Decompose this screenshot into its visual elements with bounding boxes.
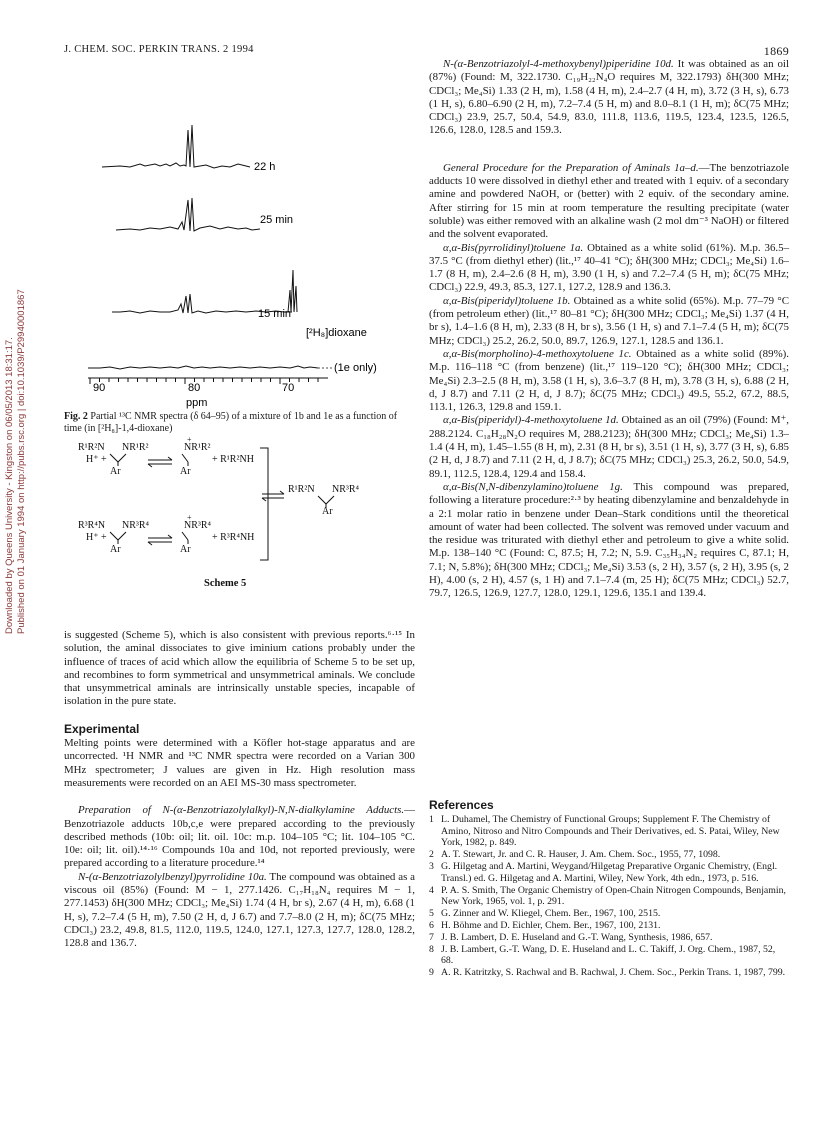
scheme-title: Scheme 5 [204,578,247,589]
tick-label-70: 70 [282,382,295,394]
reference-number: 2 [429,849,434,861]
compound-1g-text: This compound was prepared, following a literature procedure:²·³ by heating dibenzylamine and benzaldehyde in a 2:1 molar ratio in benzene under Dean–Stark conditions until the theoretical amount of water had been collected. The solvent was removed under vacuum and the residue was triturated with diethyl ether and petroleum to give a white solid. M.p. 138–140 °C (Found: C, 87.5; H, 7.2; N, 5.9. C₃₅H₃₄N₂ requires C, 87.1; H, 7.1; N, 5.8%); δH(300 MHz; CDCl₃; Me₄Si) 3.53 (s, 2 H), 3.57 (s, 2 H), 3.95 (s, 2 H), 4.00 (s, 2 H), 4.57 (s, 1 H) and 7.1–7.4 (m, 25 H); δC(75 MHz; CDCl₃) 52.7, 79.7, 126.5, 126.9, 127.7, 128.0, 129.1, 129.6, 135.1 and 139.4. [429,480,789,600]
preparation-paragraph [64,804,415,870]
svg-text:Ar: Ar [110,466,121,477]
compound-1d-text: Obtained as an oil (79%) (Found: M⁺, 288.2124. C₁₈H₂₈N₂O requires M, 288.2123); δH(300 MHz; CDCl₃; Me₄Si) 1.3–1.4 (4 H, m), 1.45–1.55 (8 H, m), 2.31 (8 H, br s), 3.51 (1 H, s), 3.77 (3 H, s), 6.85 (2 H, d, J 8.7) and 7.11 (2 H, d, J 8.7); δC(75 MHz; CDCl₃) 25.3, 26.2, 50.0, 54.9, 89.1, 112.5, 128.4, 129.4 and 158.4. [429,414,789,480]
svg-text:+: + [187,513,192,522]
svg-text:+ R¹R²NH: + R¹R²NH [212,454,254,465]
download-line: Downloaded by Queens University - Kingston on 06/05/2013 18:31:17. [4,337,15,634]
compound-10d-paragraph [429,58,789,138]
reference-item [429,885,789,909]
reference-text: J. B. Lambert, D. E. Huseland and G.-T. Wang, Synthesis, 1986, 657. [441,931,713,943]
reference-number: 7 [429,931,434,943]
tick-label-80: 80 [188,382,201,394]
references-section [429,800,789,979]
reference-text: J. B. Lambert, G.-T. Wang, D. E. Huseland and L. C. Takiff, J. Org. Chem., 1987, 52, 68. [441,943,776,967]
reference-item [429,849,789,861]
svg-text:H⁺ +: H⁺ + [86,532,107,543]
references-heading: References [429,798,494,812]
reference-text: P. A. S. Smith, The Organic Chemistry of Open-Chain Nitrogen Compounds, Benjamin, New York, 1965, vol. 1, p. 291. [441,884,786,908]
label-1e-only: (1e only) [334,362,377,374]
compound-10d-text: It was obtained as an oil (87%) (Found: M, 322.1730. C₁₉H₂₂N₄O requires M, 322.1793) δH(300 MHz; CDCl₃; Me₄Si) 1.33 (2 H, m), 1.58 (4 H, m), 2.4–2.7 (4 H, m), 3.72 (3 H, s), 6.73 (1 H, s), 6.80–6.90 (2 H, m), 7.2–7.4 (5 H, m) and 8.0–8.1 (1 H, m); δC(75 MHz; CDCl₃) 23.9, 25.7, 50.4, 54.9, 83.0, 111.8, 113.6, 119.5, 123.4, 123.5, 126.5, 126.6, 128.0, 128.5 and 159.3. [429,58,789,137]
compound-1b-text: Obtained as a white solid (65%). M.p. 77–79 °C (from petroleum ether) (lit.,¹⁷ 80–81 °C); δH(300 MHz; CDCl₃; Me₄Si) 1.37 (4 H, br s), 1.4–1.6 (8 H, m), 2.33 (8 H, br s), 3.56 (1 H, s) and 7.1–7.4 (5 H, m); δC(75 MHz; CDCl₃) 25.2, 26.2, 50.0, 89.7, 126.9, 127.1, 128.5 and 136.1. [429,294,789,347]
reference-number: 8 [429,943,434,955]
general-procedure-text: —The benzotriazole adducts 10 were dissolved in diethyl ether and treated with 1 equiv. of a secondary amine and powdered NaOH, or (better) with 2 equiv. of the secondary amine. After stirring for 15 min at room temperature the resulting precipitate (water soluble) was either removed with an alkaline wash (2 mol dm⁻³ NaOH) or filtered and the solvent evaporated. [429,161,790,241]
figure-caption-label: Fig. 2 [64,411,88,422]
svg-text:NR³R⁴: NR³R⁴ [184,520,212,531]
running-header: J. CHEM. SOC. PERKIN TRANS. 2 1994 [64,44,254,55]
reference-item [429,932,789,944]
experimental-heading: Experimental [64,721,140,736]
references-list [429,814,789,979]
dioxane-peak [288,270,297,312]
compound-10d-name: N-(α-Benzotriazolyl-4-methoxybenyl)piperidine 10d. [443,58,674,70]
reference-item [429,908,789,920]
spectrum-22h [102,125,250,168]
svg-text:R³R⁴N: R³R⁴N [78,520,106,531]
download-stamp [4,260,27,640]
page-number: 1869 [763,44,789,58]
figure-caption [64,411,416,435]
reference-number: 9 [429,967,434,979]
svg-text:Ar: Ar [322,506,333,517]
reference-item [429,814,789,849]
reference-item [429,944,789,968]
label-22h: 22 h [254,161,276,173]
compound-1d-paragraph [429,414,789,480]
compound-1a-text: Obtained as a white solid (61%). M.p. 36.5–37.5 °C (from diethyl ether) (lit.,¹⁷ 40–41 °C); δH(300 MHz; CDCl₃; Me₄Si) 1.6–1.7 (8 H, m), 2.4–2.6 (8 H, m), 3.90 (1 H, s) and 7.2–7.4 (5 H, m); δC(75 MHz; CDCl₃) 22.9, 49.3, 85.3, 127.1, 127.2, 128.9 and 136.3. [429,241,790,294]
svg-text:NR³R⁴: NR³R⁴ [332,484,360,495]
discussion-paragraph: is suggested (Scheme 5), which is also consistent with previous reports.⁶·¹⁵ In solution, the aminal dissociates to give iminium cations probably under the influence of traces of acid which allow the equilibria of Scheme 5 to be set up, and recombines to form symmetrical and unsymmetrical aminals. We conclude that unsymmetrical aminals are intrinsically unstable species, incapable of isolation in the pure state. [64,629,415,708]
axis-title-ppm: ppm [186,397,208,409]
compound-1b-paragraph [429,295,789,348]
experimental-paragraph: Melting points were determined with a Köfler hot-stage apparatus and are uncorrected. ¹H NMR and ¹³C NMR spectra were recorded on a Varian 300 MHz spectrometer; J values are given in Hz. High resolution mass measurements were recorded on an AEI MS-30 mass spectrometer. [64,737,415,789]
reference-item [429,861,789,885]
tick-label-90: 90 [93,382,106,394]
right-column [429,44,789,601]
nmr-spectra-figure [60,90,420,430]
reference-text: L. Duhamel, The Chemistry of Functional Groups; Supplement F. The Chemistry of Amino, Nitroso and Nitro Compounds and Their Derivatives, ed. S. Patai, Wiley, New York, 1982, p. 849. [441,813,780,849]
reference-number: 1 [429,813,434,825]
svg-text:NR³R⁴: NR³R⁴ [122,520,150,531]
compound-10a-paragraph [64,871,415,951]
reference-number: 4 [429,884,434,896]
svg-text:Ar: Ar [110,544,121,555]
reference-item [429,920,789,932]
preparation-title: Preparation of N-(α-Benzotriazolylalkyl)-N,N-dialkylamine Adducts. [78,804,405,817]
reference-text: H. Böhme and D. Eichler, Chem. Ber., 1967, 100, 2131. [441,919,661,931]
compound-1a-paragraph [429,242,789,295]
svg-text:R¹R²N: R¹R²N [288,484,315,495]
label-15min: 15 min [258,308,292,320]
compound-1b-name: α,α-Bis(piperidyl)toluene 1b. [443,294,571,307]
compound-10a-text: The compound was obtained as a viscous oil (85%) (Found: M − 1, 277.1426. C₁₇H₁₈N₄ requires M − 1, 277.1453) δH(300 MHz; CDCl₃; Me₄Si) 1.74 (4 H, br s), 2.67 (4 H, m), 6.68 (1 H, s), 7.2–7.4 (5 H, m), 7.50 (2 H, d, J 6.7) and 7.7–8.0 (2 H, m); δC(75 MHz; CDCl₃) 23.2, 49.8, 81.5, 112.0, 119.5, 124.0, 127.1, 127.3, 127.7, 128.0, 128.2, 128.8 and 136.7. [64,870,416,950]
spectrum-1e [88,366,318,369]
preparation-text: —Benzotriazole adducts 10b,c,e were prepared according to the previously described methods (10b: oil; lit. oil. 10c: m.p. 104–105 °C; lit. 104–105 °C. 10e: oil; lit. oil).¹⁴·¹⁶ Compounds 10a and 10d, not reported previously, were prepared according to a literature procedure.¹⁴ [64,804,415,870]
svg-text:Ar: Ar [180,544,191,555]
svg-text:NR¹R²: NR¹R² [184,442,211,453]
compound-1c-text: Obtained as a white solid (89%). M.p. 116–118 °C (from benzene) (lit.,¹⁷ 119–120 °C); δH(300 MHz; CDCl₃; Me₄Si) 2.3–2.5 (8 H, m), 3.58 (1 H, s), 3.6–3.7 (8 H, m), 3.78 (3 H, s), 6.88 (2 H, d, J 8.7) and 7.11 (2 H, d, J 8.7); δC(75 MHz; CDCl₃) 49.5, 55.2, 67.2, 88.5, 113.1, 126.3, 129.8 and 159.1. [429,347,789,414]
svg-text:+: + [187,436,192,444]
compound-1c-paragraph [429,348,789,414]
reactant-r1r2n: R¹R²N [78,442,105,453]
spectrum-25min [116,198,260,231]
scheme-5-diagram [64,436,416,616]
compound-10a-name: N-(α-Benzotriazolylbenzyl)pyrrolidine 10a. [78,870,267,883]
compound-1g-name: α,α-Bis(N,N-dibenzylamino)toluene 1g. [443,480,623,493]
svg-text:H⁺ +: H⁺ + [86,454,107,465]
reference-item [429,967,789,979]
reference-number: 6 [429,919,434,931]
svg-text:Ar: Ar [180,466,191,477]
reference-text: A. R. Katritzky, S. Rachwal and B. Rachwal, J. Chem. Soc., Perkin Trans. 1, 1987, 799. [441,967,786,979]
reference-text: G. Hilgetag and A. Martini, Weygand/Hilgetag Preparative Organic Chemistry, (Engl. Transl.) ed. G. Hilgetag and A. Martini, Wiley, New York, 4th edn., 1973, p. 516. [441,860,778,884]
left-column [64,629,415,951]
compound-1a-name: α,α-Bis(pyrrolidinyl)toluene 1a. [443,241,584,254]
figure-caption-text: Partial ¹³C NMR spectra (δ 64–95) of a mixture of 1b and 1e as a function of time (in [²H₈]-1,4-dioxane) [64,411,398,434]
compound-1c-name: α,α-Bis(morpholino)-4-methoxytoluene 1c. [443,347,632,360]
reference-text: G. Zinner and W. Kliegel, Chem. Ber., 1967, 100, 2515. [441,908,661,920]
compound-1g-paragraph [429,481,789,601]
svg-text:+ R³R⁴NH: + R³R⁴NH [212,532,255,543]
reference-number: 3 [429,860,434,872]
svg-text:NR¹R²: NR¹R² [122,442,149,453]
doi-link[interactable]: Published on 01 January 1994 on http://pubs.rsc.org | doi:10.1039/P29940001867 [16,289,27,634]
general-procedure-paragraph [429,162,789,242]
label-dioxane: [²H₈]dioxane [306,327,367,339]
reference-number: 5 [429,908,434,920]
reference-text: A. T. Stewart, Jr. and C. R. Hauser, J. Am. Chem. Soc., 1955, 77, 1098. [441,849,721,861]
compound-1d-name: α,α-Bis(piperidyl)-4-methoxytoluene 1d. [443,414,619,427]
label-25min: 25 min [260,214,294,226]
general-procedure-title: General Procedure for the Preparation of Aminals 1a–d. [443,161,699,174]
